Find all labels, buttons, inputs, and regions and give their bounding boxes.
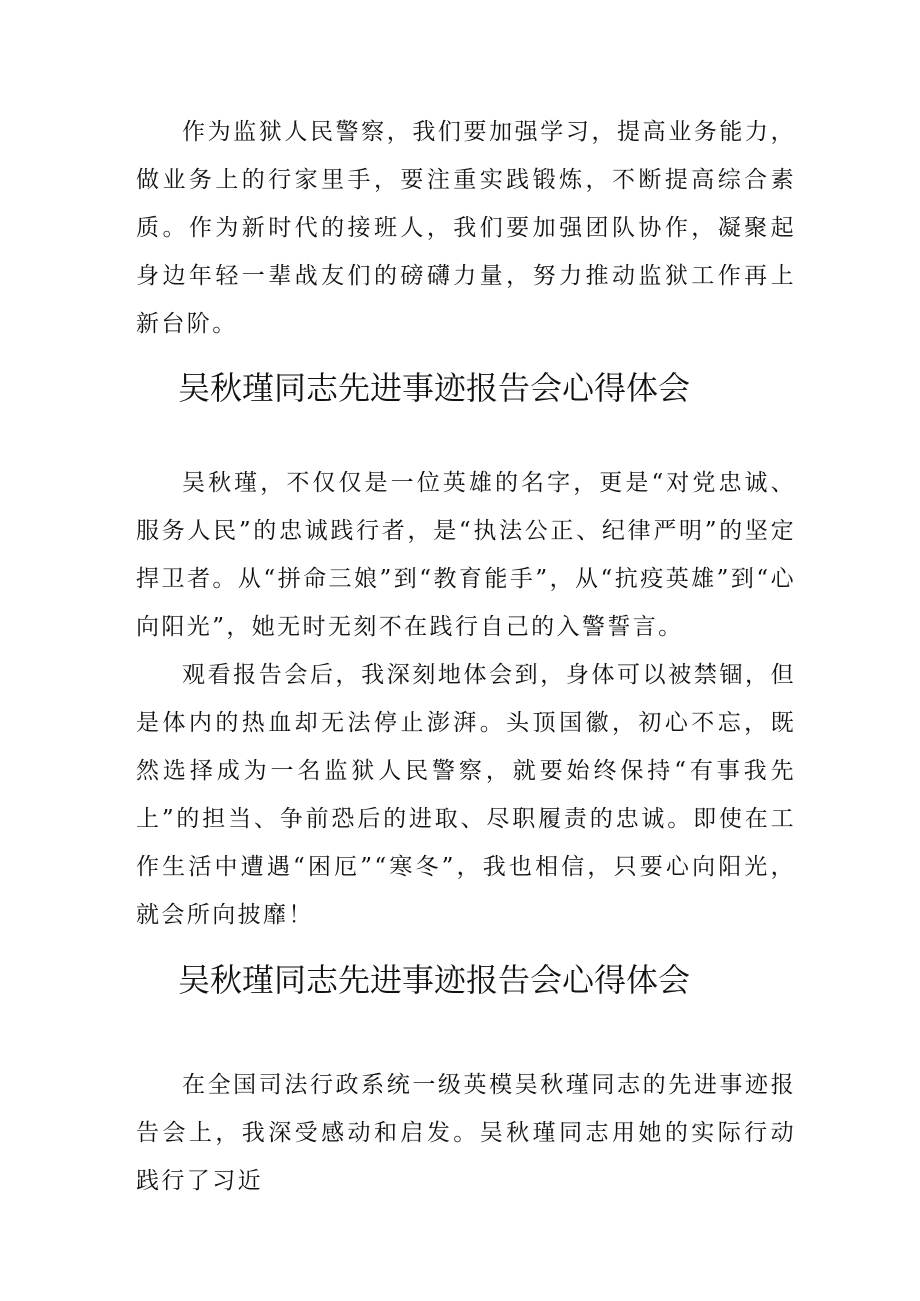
paragraph-1-1: 吴秋瑾，不仅仅是一位英雄的名字，更是“对党忠诚、服务人民”的忠诚践行者，是“执法公正、纪律严明”的坚定捍卫者。从“拼命三娘”到“教育能手”，从“抗疫英雄”到“心向阳光”，她无时无刻不在践行自己的入警誓言。 [136, 470, 796, 640]
paragraph-2-1: 在全国司法行政系统一级英模吴秋瑾同志的先进事迹报告会上，我深受感动和启发。吴秋瑾同志用她的实际行动践行了习近 [136, 1072, 796, 1194]
paragraph-1-2: 观看报告会后，我深刻地体会到，身体可以被禁锢，但是体内的热血却无法停止澎湃。头顶国徽，初心不忘，既然选择成为一名监狱人民警察，就要始终保持“有事我先上”的担当、争前恐后的进取、尽职履责的忠诚。即使在工作生活中遭遇“困厄”“寒冬”，我也相信，只要心向阳光，就会所向披靡！ [136, 662, 796, 928]
section-title-2: 吴秋瑾同志先进事迹报告会心得体会 [178, 961, 691, 999]
paragraph-intro: 作为监狱人民警察，我们要加强学习，提高业务能力，做业务上的行家里手，要注重实践锻炼，不断提高综合素质。作为新时代的接班人，我们要加强团队协作，凝聚起身边年轻一辈战友们的磅礴力量，努力推动监狱工作再上新台阶。 [136, 119, 796, 337]
section-title-1: 吴秋瑾同志先进事迹报告会心得体会 [178, 369, 691, 407]
